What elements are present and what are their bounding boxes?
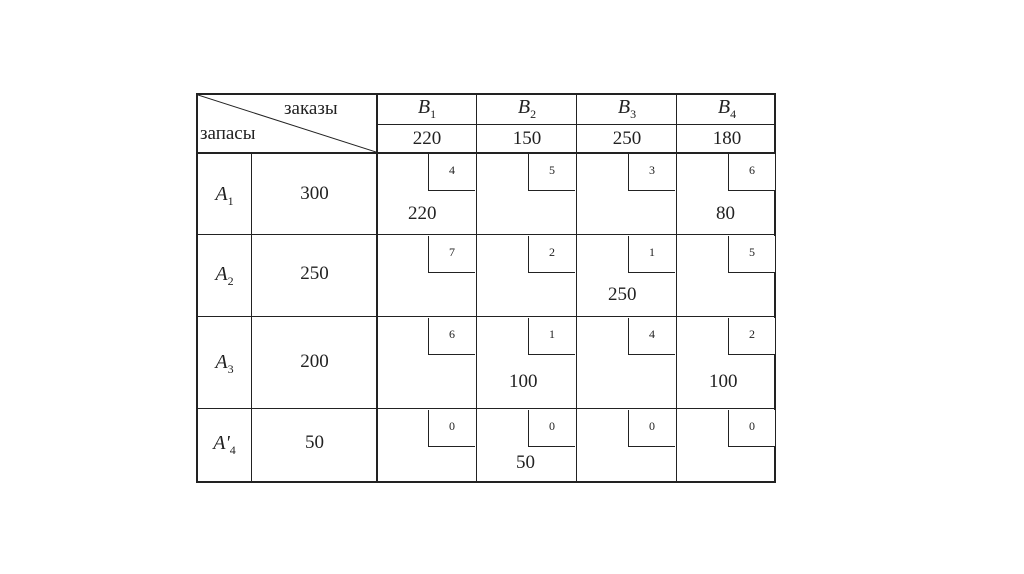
- cost-box: 1: [528, 318, 575, 355]
- grid-line: [198, 316, 774, 317]
- cost-box: 1: [628, 236, 675, 273]
- cost-box: 6: [728, 154, 775, 191]
- demand-header-label: заказы: [284, 98, 338, 119]
- supplier-name: $A_1$: [215, 183, 234, 208]
- cost-box: 0: [728, 410, 775, 447]
- cost-box: 2: [528, 236, 575, 273]
- transport-table: [196, 93, 776, 483]
- consumer-name: $B_2$: [517, 96, 537, 121]
- supplier-supply: 50: [305, 432, 324, 453]
- supplier-name: $A_3$: [215, 351, 234, 376]
- cost-box: 7: [428, 236, 475, 273]
- allocation-value: 80: [716, 203, 735, 224]
- cost-box: 4: [428, 154, 475, 191]
- allocation-value: 50: [516, 452, 535, 473]
- consumer-demand: 220: [412, 128, 442, 149]
- grid-line: [198, 234, 774, 235]
- cost-box: 4: [628, 318, 675, 355]
- cost-box: 6: [428, 318, 475, 355]
- cost-box: 5: [728, 236, 775, 273]
- cost-box: 0: [528, 410, 575, 447]
- supplier-supply: 300: [300, 183, 329, 204]
- consumer-demand: 150: [512, 128, 542, 149]
- consumer-demand: 250: [612, 128, 642, 149]
- cost-box: 3: [628, 154, 675, 191]
- allocation-value: 220: [408, 203, 437, 224]
- consumer-demand: 180: [712, 128, 742, 149]
- supplier-supply: 200: [300, 351, 329, 372]
- grid-line: [198, 408, 774, 409]
- supply-header-label: запасы: [200, 123, 256, 144]
- consumer-name: $B_1$: [417, 96, 437, 121]
- grid-line: [377, 124, 774, 125]
- cost-box: 0: [428, 410, 475, 447]
- allocation-value: 100: [709, 371, 738, 392]
- supplier-name: $A'_4$: [213, 432, 236, 457]
- grid-line: [198, 152, 774, 154]
- supplier-supply: 250: [300, 263, 329, 284]
- cost-box: 5: [528, 154, 575, 191]
- allocation-value: 100: [509, 371, 538, 392]
- consumer-name: $B_4$: [717, 96, 737, 121]
- cost-box: 2: [728, 318, 775, 355]
- supplier-name: $A_2$: [215, 263, 234, 288]
- allocation-value: 250: [608, 284, 637, 305]
- consumer-name: $B_3$: [617, 96, 637, 121]
- cost-box: 0: [628, 410, 675, 447]
